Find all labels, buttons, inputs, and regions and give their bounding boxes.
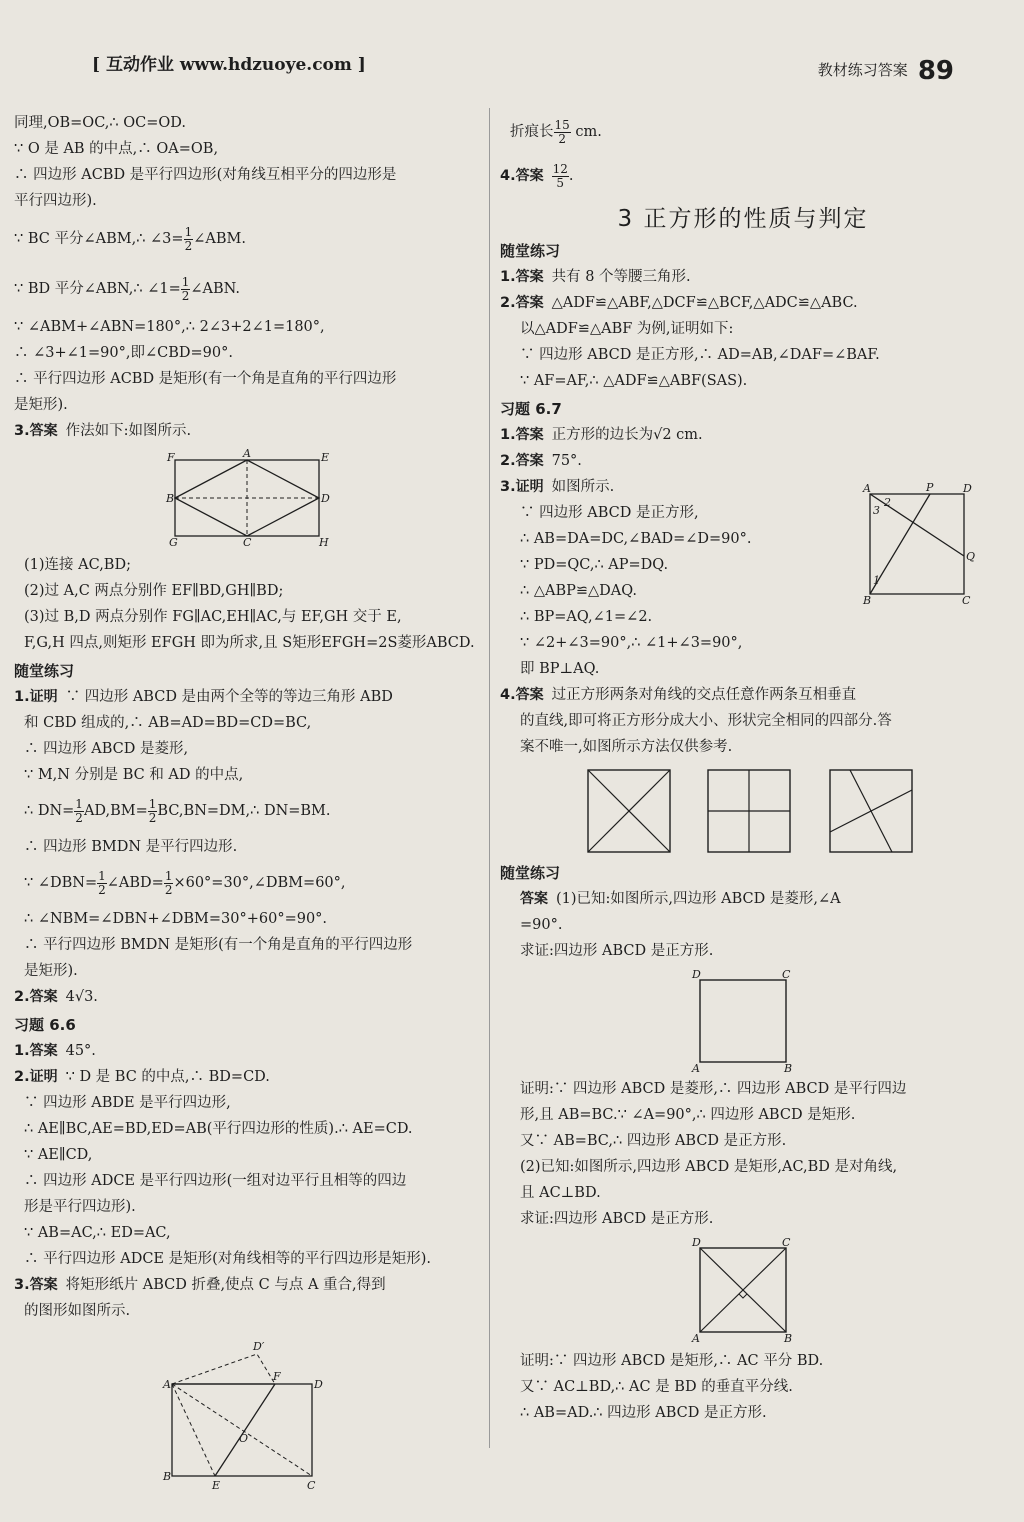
practice-1 — [500, 264, 986, 290]
label-B: B — [863, 594, 872, 607]
text-line: ∴ △ABP≌△DAQ. — [520, 583, 638, 599]
question-text: 4√3. — [65, 989, 98, 1005]
answer-tag: 答案 — [515, 295, 544, 311]
text-line — [14, 860, 480, 906]
question-number: 3. — [14, 1277, 30, 1293]
question-number: 1. — [500, 269, 516, 285]
label-B: B — [784, 1332, 793, 1344]
text-line: 以△ADF≌△ABF 为例,证明如下: — [520, 321, 734, 337]
question-number: 1. — [500, 427, 516, 443]
square-division-figures — [586, 766, 926, 856]
text-line: ∵ AB=AC,∴ ED=AC, — [24, 1225, 171, 1241]
label-A: A — [163, 1378, 171, 1391]
answer-tag: 答案 — [29, 1277, 58, 1293]
column-divider — [489, 108, 490, 1448]
label-D: D — [963, 482, 972, 495]
fraction — [74, 798, 84, 825]
fraction-den: 2 — [148, 810, 157, 825]
text-line: 又∵ AB=BC,∴ 四边形 ABCD 是正方形. — [520, 1133, 787, 1149]
text-line: 求证:四边形 ABCD 是正方形. — [520, 1211, 714, 1227]
label-D: D — [314, 1378, 323, 1391]
text-line: F,G,H 四点,则矩形 EFGH 即为所求,且 S矩形EFGH=2S菱形ABCD. — [24, 635, 475, 651]
text-line: ∵ 四边形 ABCD 是正方形,∴ AD=AB,∠DAF=∠BAF. — [520, 347, 880, 363]
exercise-3 — [14, 1272, 480, 1298]
fraction-num: 1 — [164, 868, 173, 883]
text-line: ∵ AF=AF,∴ △ADF≌△ABF(SAS). — [520, 373, 748, 389]
question-number: 2. — [500, 295, 516, 311]
question-number: 1. — [14, 689, 30, 705]
text-line: (3)过 B,D 两点分别作 FG∥AC,EH∥AC,与 EF,GH 交于 E, — [24, 609, 402, 625]
text-line: 证明:∵ 四边形 ABCD 是矩形,∴ AC 平分 BD. — [520, 1353, 824, 1369]
proof-tag: 证明 — [29, 1069, 58, 1085]
fraction-num: 1 — [98, 868, 106, 883]
text-line: ∴ 平行四边形 BMDN 是矩形(有一个角是直角的平行四边形 — [24, 937, 413, 953]
label-A: A — [692, 1062, 700, 1072]
fraction — [554, 119, 571, 146]
text-line: ∴ 四边形 BMDN 是平行四边形. — [24, 839, 238, 855]
text-line: ∵ AE∥CD, — [24, 1147, 93, 1163]
text-line: ∵ ∠2+∠3=90°,∴ ∠1+∠3=90°, — [520, 635, 743, 651]
answer-tag: 答案 — [515, 687, 544, 703]
text-line: ∵ ∠ABM+∠ABN=180°,∴ 2∠3+2∠1=180°, — [14, 319, 325, 335]
text-line: ∵ 四边形 ABDE 是平行四边形, — [24, 1095, 231, 1111]
text-line: ∴ 平行四边形 ACBD 是矩形(有一个角是直角的平行四边形 — [14, 371, 397, 387]
text-line: ∵ 四边形 ABCD 是正方形, — [520, 505, 699, 521]
fraction-den: 2 — [184, 238, 193, 253]
angle-label-2: 2 — [884, 496, 891, 509]
proof-tag: 证明 — [515, 479, 544, 495]
text-line: ∴ 平行四边形 ADCE 是矩形(对角线相等的平行四边形是矩形). — [24, 1251, 432, 1267]
fraction — [181, 276, 191, 303]
fraction-num: 1 — [148, 796, 157, 811]
text-line: ∵ M,N 分别是 BC 和 AD 的中点, — [24, 767, 244, 783]
fraction-num: 1 — [184, 224, 193, 239]
question-text: 过正方形两条对角线的交点任意作两条互相垂直 — [551, 687, 857, 703]
question-text: 45°. — [65, 1043, 96, 1059]
fraction-den: 2 — [558, 131, 566, 146]
text-part: ∵ BD 平分∠ABN,∴ ∠1= — [14, 281, 181, 297]
rhombus-in-rectangle-figure — [157, 448, 337, 548]
question-text: 正方形的边长为√2 cm. — [551, 427, 703, 443]
text-part: cm. — [575, 124, 602, 140]
text-line: 案不唯一,如图所示方法仅供参考. — [520, 739, 733, 755]
answer-tag: 答案 — [520, 891, 548, 907]
fraction-den: 2 — [164, 882, 173, 897]
question-number: 3. — [14, 423, 30, 439]
fraction-den: 2 — [98, 882, 106, 897]
fraction — [164, 870, 174, 897]
question-text: ∵ D 是 BC 的中点,∴ BD=CD. — [65, 1069, 270, 1085]
answer-tag: 答案 — [29, 989, 58, 1005]
header-section-label: 教材练习答案 — [817, 61, 908, 79]
fraction — [97, 870, 107, 897]
practice-2 — [14, 984, 480, 1010]
left-column — [14, 110, 480, 1498]
answer-tag: 答案 — [29, 423, 58, 439]
answer-tag: 答案 — [515, 427, 544, 443]
text-part: ∠ABN. — [190, 281, 241, 297]
exercise-3-block — [500, 474, 986, 682]
section-heading: 习题 6.6 — [14, 1016, 76, 1034]
text-part: ∴ DN= — [24, 803, 75, 819]
label-D: D — [321, 492, 330, 505]
text-line: (2)过 A,C 两点分别作 EF∥BD,GH∥BD; — [24, 583, 284, 599]
question-text: ∵ 四边形 ABCD 是由两个全等的等边三角形 ABD — [65, 689, 393, 705]
text-line: ∴ ∠3+∠1=90°,即∠CBD=90°. — [14, 345, 233, 361]
text-line: ∴ 四边形 ADCE 是平行四边形(一组对边平行且相等的四边 — [24, 1173, 407, 1189]
text-line: =90°. — [520, 917, 563, 933]
text-line: 和 CBD 组成的,∴ AB=AD=BD=CD=BC, — [24, 715, 312, 731]
exercise-2 — [14, 1064, 480, 1090]
question-text: 75°. — [551, 453, 582, 469]
label-C: C — [243, 536, 252, 548]
label-B: B — [166, 492, 175, 505]
label-D-prime: D′ — [253, 1340, 265, 1353]
right-column — [500, 110, 986, 1426]
chapter-title: 3 正方形的性质与判定 — [617, 206, 869, 232]
label-C: C — [782, 968, 791, 981]
page-number: 89 — [917, 56, 954, 86]
text-line: 即 BP⊥AQ. — [520, 661, 600, 677]
text-line — [14, 788, 480, 834]
label-A: A — [863, 482, 871, 495]
proof-tag: 证明 — [29, 689, 58, 705]
label-D: D — [692, 1236, 701, 1249]
text-line: 平行四边形). — [14, 193, 97, 209]
label-B: B — [784, 1062, 793, 1072]
label-O: O — [239, 1432, 249, 1445]
question-text: 共有 8 个等腰三角形. — [551, 269, 691, 285]
text-line: 是矩形). — [14, 397, 68, 413]
square-figure-2 — [688, 1236, 798, 1344]
text-line — [500, 110, 986, 154]
text-part: ∠ABM. — [193, 231, 246, 247]
text-part: 折痕长 — [510, 124, 554, 140]
exercise-1 — [14, 1038, 480, 1064]
text-line: ∴ 四边形 ACBD 是平行四边形(对角线互相平分的四边形是 — [14, 167, 397, 183]
exercise-1 — [500, 422, 986, 448]
section-heading: 随堂练习 — [500, 864, 561, 882]
fraction-den: 2 — [75, 810, 83, 825]
fraction-den: 5 — [556, 175, 565, 190]
section-heading: 随堂练习 — [14, 662, 75, 680]
question-number: 3. — [500, 479, 516, 495]
text-line: 同理,OB=OC,∴ OC=OD. — [14, 115, 186, 131]
answer-tag: 答案 — [515, 453, 544, 469]
practice-1 — [14, 684, 480, 710]
label-F: F — [167, 451, 175, 464]
label-B: B — [163, 1470, 172, 1483]
label-H: H — [319, 536, 329, 548]
text-line: 形,且 AB=BC.∵ ∠A=90°,∴ 四边形 ABCD 是矩形. — [520, 1107, 856, 1123]
question-number: 1. — [14, 1043, 30, 1059]
text-line: ∴ AB=DA=DC,∠BAD=∠D=90°. — [520, 531, 752, 547]
question-text: 如图所示. — [551, 479, 615, 495]
question-number: 4. — [500, 687, 516, 703]
fraction-num: 1 — [181, 274, 190, 289]
square-bp-aq-figure — [860, 482, 980, 607]
square-figure-1 — [688, 968, 798, 1072]
question-number: 2. — [500, 453, 516, 469]
text-line — [14, 264, 480, 314]
label-G: G — [169, 536, 178, 548]
label-A: A — [692, 1332, 700, 1344]
fraction-num: 15 — [554, 117, 570, 132]
folded-rectangle-figure — [157, 1334, 337, 1494]
header-right — [818, 56, 954, 86]
text-part: ∠ABD= — [106, 875, 164, 891]
label-P: P — [926, 482, 934, 494]
text-part: ∵ ∠DBN= — [24, 875, 98, 891]
text-part: AD,BM= — [83, 803, 148, 819]
label-C: C — [962, 594, 971, 607]
text-line: ∵ PD=QC,∴ AP=DQ. — [520, 557, 669, 573]
question-4: 4.答案 $\frac{12}{5}$ . — [500, 161, 574, 190]
text-line: 求证:四边形 ABCD 是正方形. — [520, 943, 714, 959]
angle-label-3: 3 — [873, 504, 880, 517]
fraction-num: 1 — [75, 796, 83, 811]
angle-label-1: 1 — [873, 574, 880, 587]
fraction — [184, 226, 194, 253]
label-E: E — [321, 451, 330, 464]
text-part: ×60°=30°,∠DBM=60°, — [173, 875, 346, 891]
label-E: E — [212, 1479, 221, 1492]
answer-tag: 答案 — [29, 1043, 58, 1059]
question-text: (1)已知:如图所示,四边形 ABCD 是菱形,∠A — [556, 891, 841, 907]
label-F: F — [273, 1370, 281, 1383]
question-text: 将矩形纸片 ABCD 折叠,使点 C 与点 A 重合,得到 — [65, 1277, 386, 1293]
text-line: 的直线,即可将正方形分成大小、形状完全相同的四部分.答 — [520, 713, 892, 729]
text-line: ∴ AB=AD.∴ 四边形 ABCD 是正方形. — [520, 1405, 767, 1421]
text-line: ∴ AE∥BC,AE=BD,ED=AB(平行四边形的性质).∴ AE=CD. — [24, 1121, 413, 1137]
header-site: [ 互动作业 www.hdzuoye.com ] — [92, 55, 366, 75]
fraction — [552, 163, 569, 190]
text-part: ∵ BC 平分∠ABM,∴ ∠3= — [14, 231, 184, 247]
question-3 — [14, 418, 480, 444]
text-line: 又∵ AC⊥BD,∴ AC 是 BD 的垂直平分线. — [520, 1379, 793, 1395]
exercise-4 — [500, 682, 986, 708]
text-line: 的图形如图所示. — [24, 1303, 131, 1319]
practice-answer — [500, 886, 986, 912]
label-A: A — [243, 448, 251, 460]
section-heading: 随堂练习 — [500, 242, 561, 260]
practice-2 — [500, 290, 986, 316]
fraction-num: 12 — [552, 161, 568, 176]
text-line: 证明:∵ 四边形 ABCD 是菱形,∴ 四边形 ABCD 是平行四边 — [520, 1081, 907, 1097]
section-heading: 习题 6.7 — [500, 400, 562, 418]
question-text: 作法如下:如图所示. — [65, 423, 192, 439]
text-line — [14, 214, 480, 264]
exercise-2 — [500, 448, 986, 474]
fraction-den: 2 — [181, 288, 190, 303]
text-line: ∴ BP=AQ,∠1=∠2. — [520, 609, 653, 625]
answer-tag: 答案 — [515, 168, 544, 184]
text-part: BC,BN=DM,∴ DN=BM. — [157, 803, 331, 819]
text-line: ∴ ∠NBM=∠DBN+∠DBM=30°+60°=90°. — [24, 911, 328, 927]
text-line: (2)已知:如图所示,四边形 ABCD 是矩形,AC,BD 是对角线, — [520, 1159, 898, 1175]
answer-tag: 答案 — [515, 269, 544, 285]
text-line: ∴ 四边形 ABCD 是菱形, — [24, 741, 189, 757]
question-text: △ADF≌△ABF,△DCF≌△BCF,△ADC≌△ABC. — [551, 295, 858, 311]
text-line: 且 AC⊥BD. — [520, 1185, 601, 1201]
question-number: 2. — [14, 1069, 30, 1085]
fraction — [148, 798, 158, 825]
text-line: 形是平行四边形). — [24, 1199, 136, 1215]
label-C: C — [307, 1479, 316, 1492]
label-Q: Q — [966, 550, 976, 563]
question-number: 2. — [14, 989, 30, 1005]
label-D: D — [692, 968, 701, 981]
text-line: ∵ O 是 AB 的中点,∴ OA=OB, — [14, 141, 219, 157]
text-line: (1)连接 AC,BD; — [24, 557, 131, 573]
question-number: 4. — [500, 168, 516, 184]
label-C: C — [782, 1236, 791, 1249]
text-line: 是矩形). — [24, 963, 78, 979]
